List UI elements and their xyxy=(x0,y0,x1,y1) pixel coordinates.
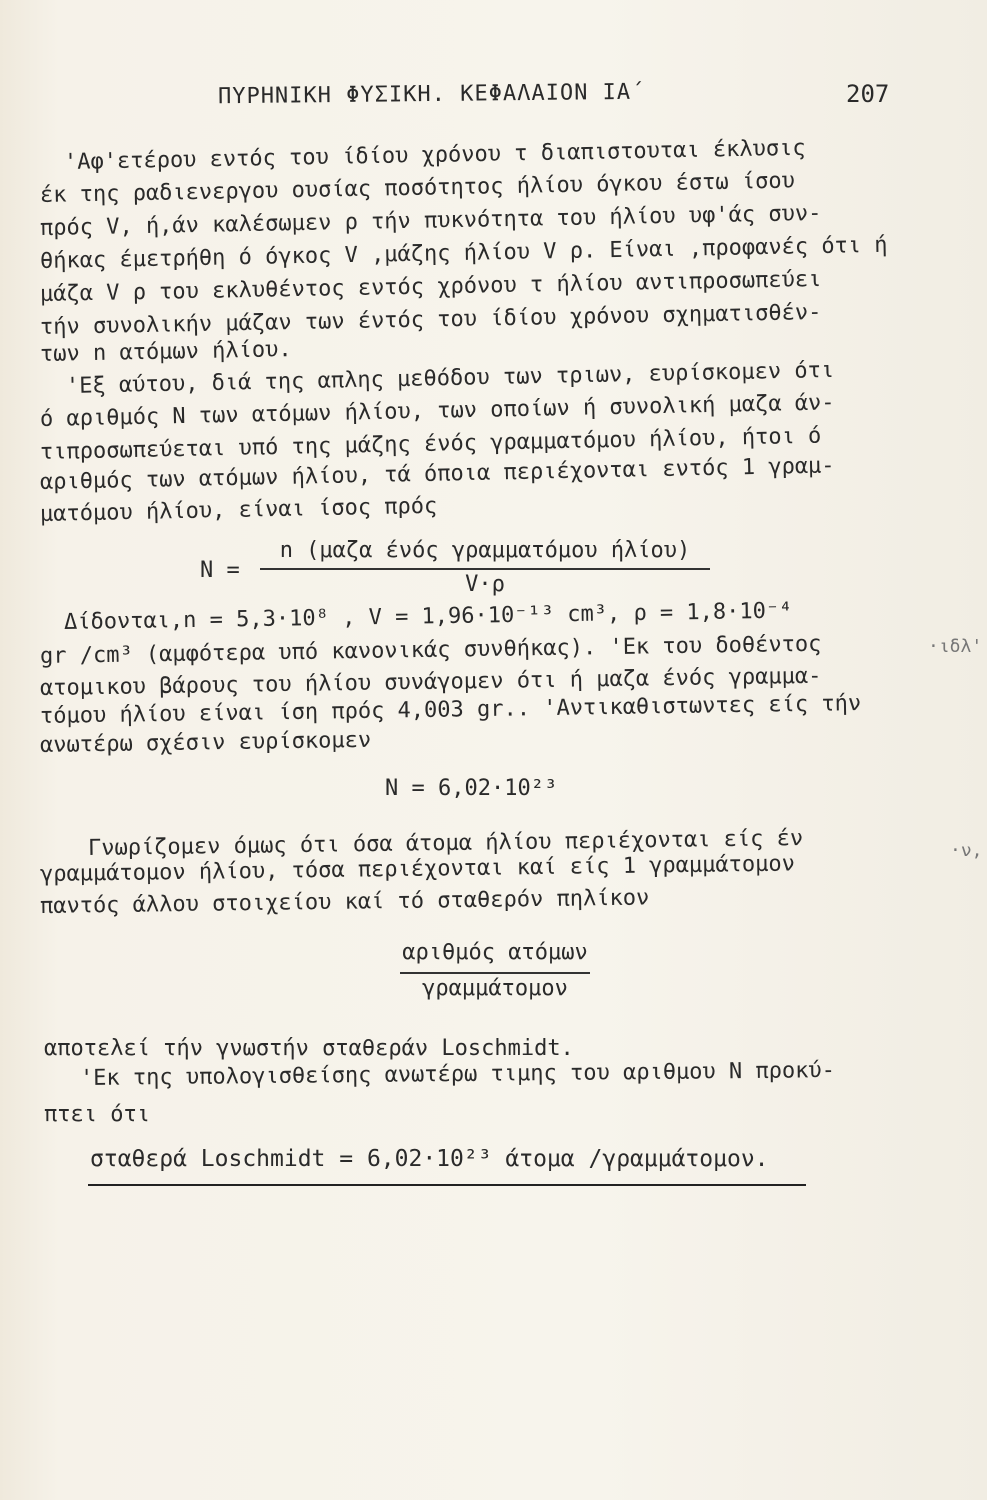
fraction-bar xyxy=(400,972,590,974)
margin-annotation: ·ιδλ' xyxy=(928,636,983,657)
text-line: ματόμου ήλίου, είναι ίσος πρός xyxy=(39,493,438,527)
underline-rule xyxy=(88,1184,806,1186)
text-line: αριθμός των ατόμων ήλίου, τά όποια περιέχονται εντός 1 γραμ- xyxy=(39,453,835,495)
text-line: μάζα V ρ του εκλυθέντος εντός χρόνου τ ήλίου αντιπροσωπεύει xyxy=(39,267,822,307)
formula-lhs: N = xyxy=(200,558,240,583)
ratio-denominator: γραμμάτομον xyxy=(422,976,568,1001)
text-line: των n ατόμων ήλίου. xyxy=(39,337,292,367)
text-line: τιπροσωπεύεται υπό της μάζης ένός γραμματόμου ήλίου, ήτοι ό xyxy=(39,423,822,465)
text-line: πτει ότι xyxy=(44,1102,150,1127)
text-line: gr /cm³ (αμφότερα υπό κανονικάς συνθήκας). 'Εκ του δοθέντος xyxy=(39,631,822,669)
formula-denominator: V·ρ xyxy=(465,572,505,597)
text-line: Γνωρίζομεν όμως ότι όσα άτομα ήλίου περιέχονται είς έν xyxy=(87,826,804,861)
fraction-bar xyxy=(260,568,710,570)
margin-annotation: ·ν, xyxy=(950,840,983,861)
text-line: ό αριθμός N των ατόμων ήλίου, των οποίων ή συνολική μαζα άν- xyxy=(39,390,835,432)
text-line: παντός άλλου στοιχείου καί τό σταθερόν πηλίκον xyxy=(39,885,650,919)
text-line: Δίδονται,n = 5,3·10⁸ , V = 1,96·10⁻¹³ cm³, ρ = 1,8·10⁻⁴ xyxy=(63,598,793,635)
text-line: πρός V, ή,άν καλέσωμεν ρ τήν πυκνότητα του ήλίου υφ'άς συν- xyxy=(39,201,822,241)
text-line: 'Εκ της υπολογισθείσης ανωτέρω τιμης του αριθμου N προκύ- xyxy=(79,1058,836,1091)
text-line: 'Εξ αύτου, διά της απλης μεθόδου των τριων, ευρίσκομεν ότι xyxy=(65,357,835,399)
text-line: τήν συνολικήν μάζαν των έντός του ίδίου χρόνου σχηματισθέν- xyxy=(39,300,822,340)
ratio-numerator: αριθμός ατόμων xyxy=(402,940,588,965)
text-line: έκ της ραδιενεργου ουσίας ποσότητος ήλίου όγκου έστω ίσου xyxy=(39,168,796,208)
formula-avogadro-value: N = 6,02·10²³ xyxy=(385,776,558,801)
formula-loschmidt-constant: σταθερά Loschmidt = 6,02·10²³ άτομα /γραμμάτομον. xyxy=(90,1146,769,1172)
formula-numerator: n (μαζα ένός γραμματόμου ήλίου) xyxy=(279,538,691,563)
text-line: ανωτέρω σχέσιν ευρίσκομεν xyxy=(39,727,372,758)
text-line: γραμμάτομον ήλίου, τόσα περιέχονται καί είς 1 γραμμάτομον xyxy=(39,851,796,887)
text-line: αποτελεί τήν γνωστήν σταθεράν Loschmidt. xyxy=(44,1036,574,1061)
text-line: 'Αφ'ετέρου εντός του ίδίου χρόνου τ διαπιστουται έκλυσις xyxy=(63,135,806,175)
page-number: 207 xyxy=(846,80,890,108)
text-line: θήκας έμετρήθη ό όγκος V ,μάζης ήλίου V ρ. Είναι ,προφανές ότι ή xyxy=(39,232,888,274)
text-line: ατομικου βάρους του ήλίου συνάγομεν ότι ή μαζα ένός γραμμα- xyxy=(39,663,822,701)
page-header-title: ΠΥΡΗΝΙΚΗ ΦΥΣΙΚΗ. ΚΕΦΑΛΑΙΟΝ ΙΑ΄ xyxy=(217,79,646,110)
text-line: τόμου ήλίου είναι ίση πρός 4,003 gr.. 'Αντικαθιστωντες είς τήν xyxy=(39,691,862,729)
